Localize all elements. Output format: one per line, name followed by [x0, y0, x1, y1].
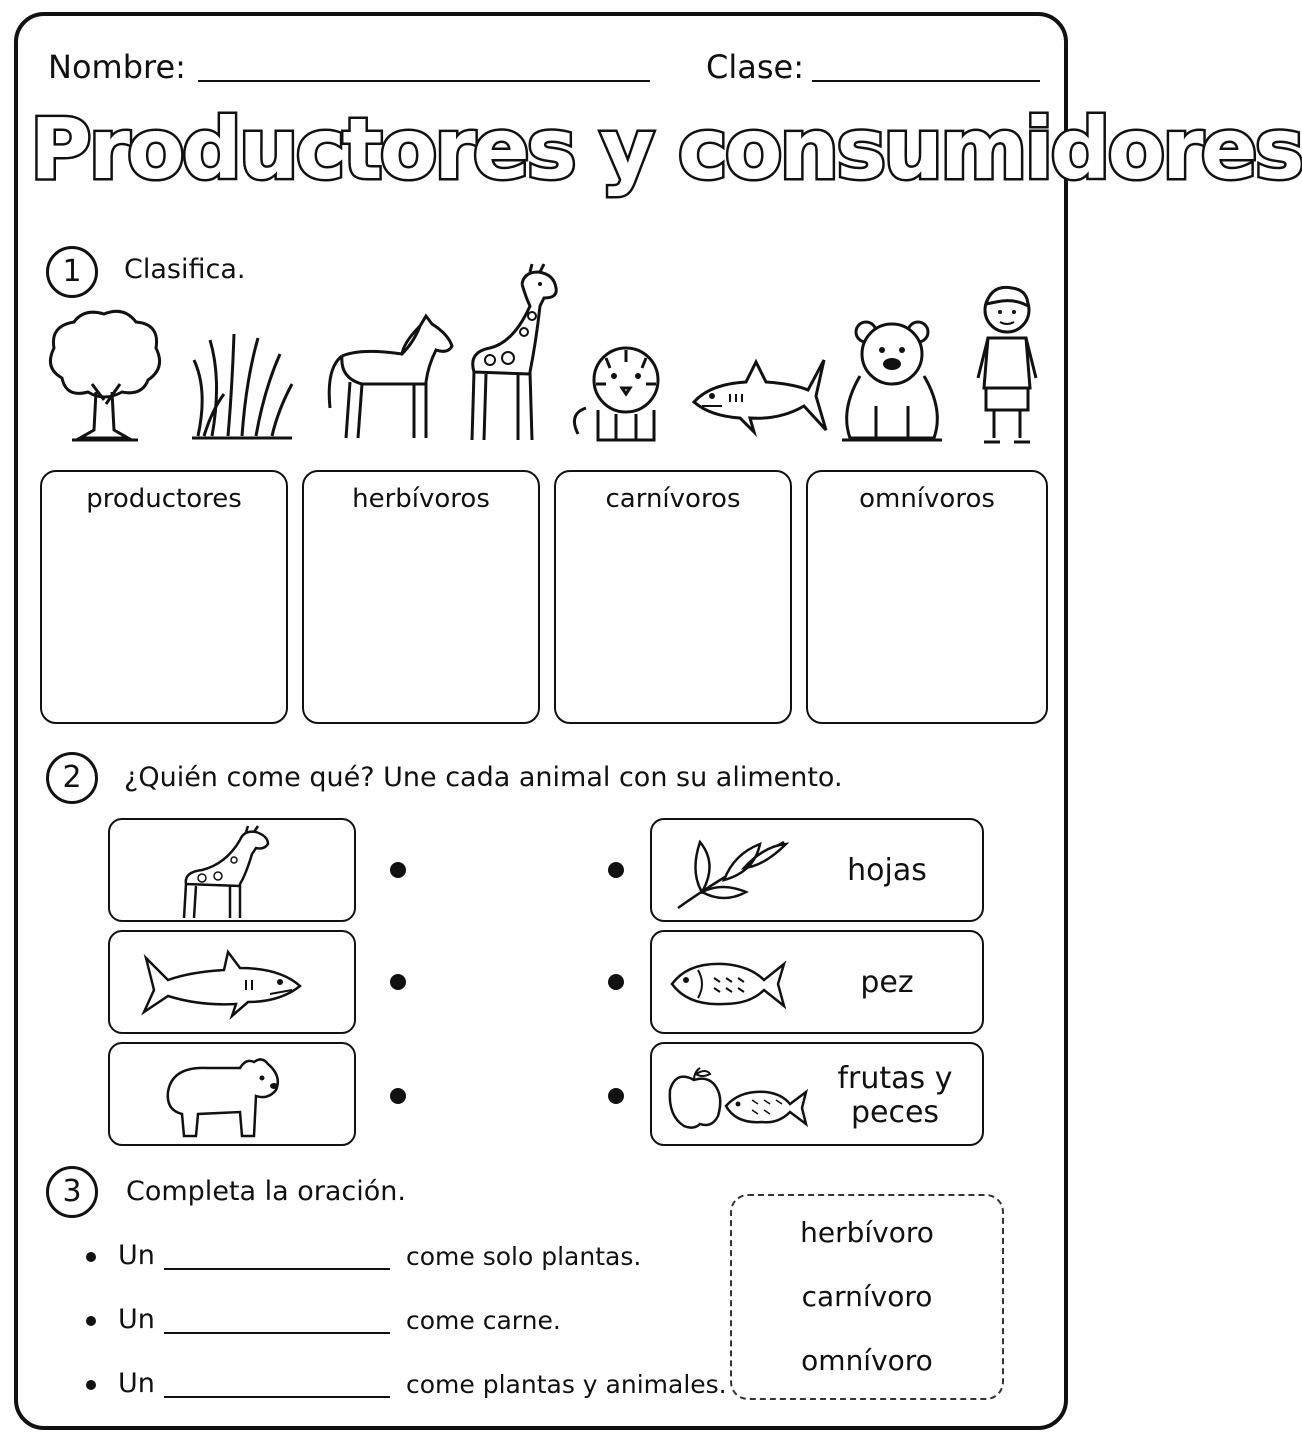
- sort-box-label: omnívoros: [859, 484, 995, 514]
- section-1-number: 1: [46, 246, 98, 298]
- horse-icon[interactable]: [322, 312, 462, 444]
- sentence-start: Un: [118, 1304, 155, 1335]
- shark-icon: [140, 950, 304, 1020]
- sentence-start: Un: [118, 1240, 155, 1271]
- word-bank-item[interactable]: omnívoro: [801, 1344, 933, 1377]
- class-field[interactable]: [812, 80, 1040, 82]
- giraffe-icon[interactable]: [460, 262, 566, 444]
- shark-icon[interactable]: [690, 340, 830, 436]
- tree-icon[interactable]: [42, 308, 166, 444]
- sentence-blank[interactable]: [164, 1332, 390, 1334]
- match-food-frutas-y-peces[interactable]: [650, 1042, 984, 1146]
- match-dot-right[interactable]: [608, 1088, 624, 1104]
- class-label: Clase:: [706, 48, 804, 86]
- sentence-start: Un: [118, 1368, 155, 1399]
- sentence-end: come plantas y animales.: [406, 1370, 727, 1399]
- match-animal-shark[interactable]: [108, 930, 356, 1034]
- sentence-blank[interactable]: [164, 1268, 390, 1270]
- apple-fish-icon: [666, 1066, 808, 1132]
- section-3-instruction: Completa la oración.: [126, 1176, 406, 1207]
- giraffe-icon: [176, 824, 276, 920]
- tiger-icon[interactable]: [566, 344, 676, 444]
- food-label: hojas: [847, 853, 927, 888]
- food-label: pez: [860, 965, 914, 1000]
- grass-icon[interactable]: [188, 330, 296, 440]
- word-bank-item[interactable]: carnívoro: [801, 1280, 933, 1313]
- sentence-end: come solo plantas.: [406, 1242, 642, 1271]
- sentence-end: come carne.: [406, 1306, 561, 1335]
- match-food-pez[interactable]: [650, 930, 984, 1034]
- fish-icon: [668, 954, 788, 1014]
- match-dot-left[interactable]: [390, 862, 406, 878]
- sort-box-omnivoros[interactable]: [806, 470, 1048, 724]
- sort-box-carnivoros[interactable]: [554, 470, 792, 724]
- match-dot-right[interactable]: [608, 974, 624, 990]
- leaves-icon: [674, 832, 790, 912]
- word-bank-item[interactable]: herbívoro: [800, 1216, 934, 1249]
- sentence-blank[interactable]: [164, 1396, 390, 1398]
- match-animal-giraffe[interactable]: [108, 818, 356, 922]
- word-bank: [730, 1194, 1004, 1400]
- name-field[interactable]: [198, 80, 650, 82]
- match-animal-bear[interactable]: [108, 1042, 356, 1146]
- match-dot-left[interactable]: [390, 974, 406, 990]
- classify-images: [30, 262, 1060, 452]
- section-3-number: 3: [46, 1166, 98, 1218]
- sort-box-label: productores: [86, 484, 242, 514]
- sentence-bullet: [86, 1252, 96, 1262]
- sort-box-label: herbívoros: [352, 484, 490, 514]
- section-2-instruction: ¿Quién come qué? Une cada animal con su alimento.: [124, 762, 843, 793]
- match-dot-left[interactable]: [390, 1088, 406, 1104]
- section-2-number: 2: [46, 752, 98, 804]
- match-food-hojas[interactable]: [650, 818, 984, 922]
- page-title: Productores y consumidores: [30, 100, 1302, 198]
- sentence-bullet: [86, 1380, 96, 1390]
- sort-box-label: carnívoros: [605, 484, 741, 514]
- name-label: Nombre:: [48, 48, 186, 86]
- section-1-instruction: Clasifica.: [124, 254, 246, 285]
- sort-box-herbivoros[interactable]: [302, 470, 540, 724]
- boy-icon[interactable]: [972, 282, 1042, 450]
- bear-icon[interactable]: [836, 318, 948, 444]
- sort-box-productores[interactable]: [40, 470, 288, 724]
- match-dot-right[interactable]: [608, 862, 624, 878]
- bear-icon: [158, 1052, 282, 1142]
- food-label: frutas y peces: [837, 1061, 953, 1130]
- sentence-bullet: [86, 1316, 96, 1326]
